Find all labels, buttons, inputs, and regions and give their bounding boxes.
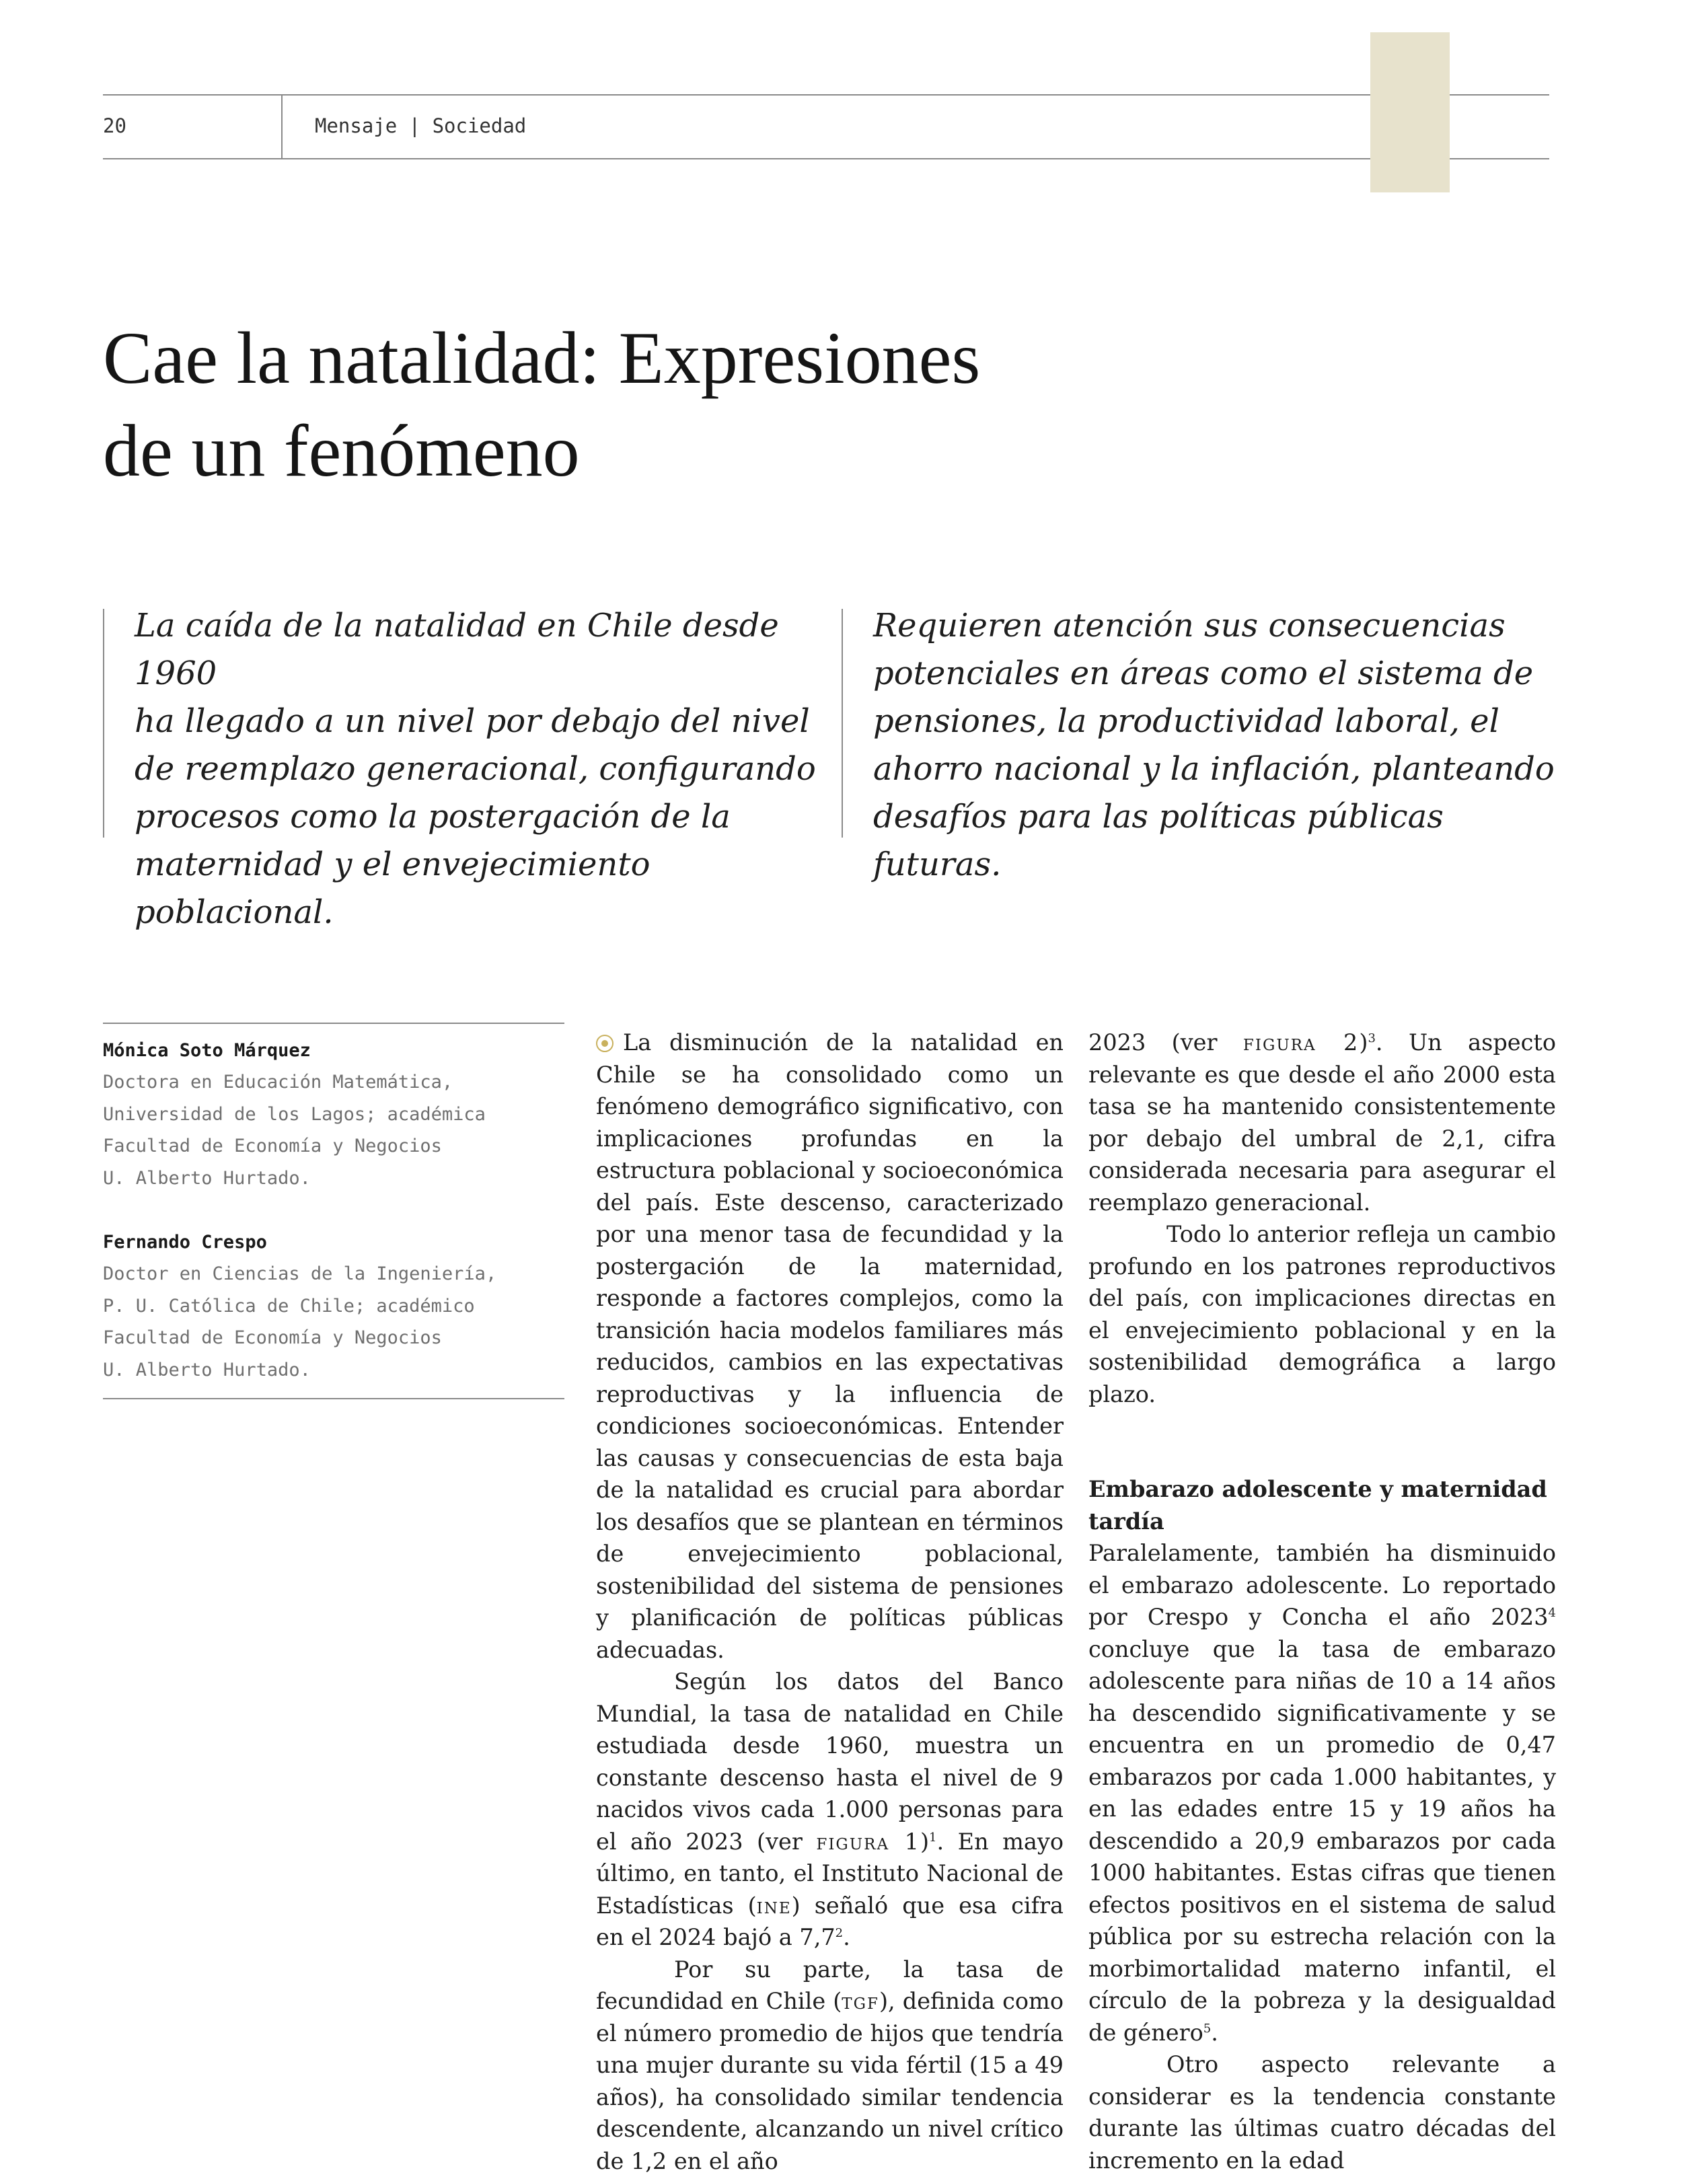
lead-right-bar <box>842 609 843 838</box>
author-2 <box>103 1226 564 1386</box>
footnote-ref: 4 <box>1549 1606 1556 1620</box>
section-label: Mensaje | Sociedad <box>315 114 526 137</box>
lead-left-bar <box>103 609 104 838</box>
acronym: ine <box>757 1892 792 1919</box>
lead-right-line: desafíos para las políticas públicas futuras. <box>873 793 1559 889</box>
body-column-2 <box>1088 1027 1556 2176</box>
title-line-1: Cae la natalidad: Expresiones <box>103 317 980 399</box>
lead-left-line: maternidad y el envejecimiento poblacional. <box>135 841 821 936</box>
author-box <box>103 1023 564 1399</box>
figure-ref: figura 2 <box>1243 1029 1359 1056</box>
author-name: Mónica Soto Márquez <box>103 1035 564 1066</box>
author-name: Fernando Crespo <box>103 1226 564 1258</box>
lead-right-line: pensiones, la productividad laboral, el <box>873 698 1559 745</box>
lead-right <box>873 602 1559 889</box>
body-paragraph: Otro aspecto relevante a considerar es la tendencia constante durante las últimas cuatro décadas del incremento en la edad <box>1088 2049 1556 2176</box>
lead-right-line: ahorro nacional y la inflación, planteando <box>873 745 1559 793</box>
body-paragraph: Todo lo anterior refleja un cambio profundo en los patrones reproductivos del país, con implicaciones directas en el envejecimiento poblacional y en la sostenibilidad demográfica a largo plazo. <box>1088 1218 1556 1410</box>
acronym: tgf <box>842 1988 879 2014</box>
lead-left-line: ha llegado a un nivel por debajo del nivel <box>135 698 821 745</box>
footnote-ref: 5 <box>1203 2021 1211 2035</box>
body-paragraph: 2023 (ver figura 2)$^3$. Un aspecto relevante es que desde el año 2000 esta tasa se ha mantenido consistentemente por debajo del umbral de 2,1, cifra considerada necesaria para asegurar el reemplazo generacional. <box>1088 1027 1556 1218</box>
author-affiliation: Doctora en Educación Matemática, <box>103 1066 564 1099</box>
lead-left <box>135 602 821 936</box>
footnote-ref: 2 <box>836 1926 843 1940</box>
body-paragraph: Según los datos del Banco Mundial, la tasa de natalidad en Chile estudiada desde 1960, muestra un constante descenso hasta el nivel de 9 nacidos vivos cada 1.000 personas para el año 2023 (ver figura 1)$^1$. En mayo último, en tanto, el Instituto Nacional de Estadísticas (ine) señaló que esa cifra en el 2024 bajó a $7,7^2$. <box>596 1666 1064 1954</box>
figure-ref: figura 1 <box>816 1829 920 1855</box>
body-column-1 <box>596 1027 1064 2177</box>
author-affiliation: Facultad de Economía y Negocios <box>103 1322 564 1354</box>
lead-right-line: potenciales en áreas como el sistema de <box>873 650 1559 698</box>
body-paragraph: La disminución de la natalidad en Chile se ha consolidado como un fenómeno demográfico significativo, con implicaciones profundas en la estructura poblacional y socioeconómica del país. Este descenso, caracterizado por una menor tasa de fecundidad y la postergación de la maternidad, responde a factores complejos, como la transición hacia modelos familiares más reducidos, cambios en las expectativas reproductivas y la influencia de condiciones socioeconómicas. Entender las causas y consecuencias de esta baja de la natalidad es crucial para abordar los desafíos que se plantean en términos de envejecimiento poblacional, sostenibilidad del sistema de pensiones y planificación de políticas públicas adecuadas. <box>596 1027 1064 1666</box>
body-paragraph: Por su parte, la tasa de fecundidad en Chile (tgf), definida como el número promedio de hijos que tendría una mujer durante su vida fértil (15 a 49 años), ha consolidado similar tendencia descendente, alcanzando un nivel crítico de 1,2 en el año <box>596 1954 1064 2177</box>
author-affiliation: Facultad de Economía y Negocios <box>103 1130 564 1163</box>
header-divider <box>281 96 283 158</box>
article-title <box>103 311 1247 497</box>
section-subheading: Embarazo adolescente y maternidad tardía <box>1088 1473 1556 1537</box>
header-rule-top <box>103 94 1549 96</box>
lead-left-line: procesos como la postergación de la <box>135 793 821 841</box>
lead-left-line: La caída de la natalidad en Chile desde 1960 <box>135 602 821 698</box>
author-affiliation: Universidad de los Lagos; académica <box>103 1099 564 1131</box>
lead-left-line: de reemplazo generacional, configurando <box>135 745 821 793</box>
header-rule-bottom <box>103 158 1549 159</box>
body-paragraph: Paralelamente, también ha disminuido el embarazo adolescente. Lo reportado por Crespo y Concha el año 2023$^4$ concluye que la tasa de embarazo adolescente para niñas de 10 a 14 años ha descendido significativamente y se encuentra en un promedio de 0,47 embarazos por cada 1.000 habitantes, y en las edades entre 15 y 19 años ha descendido a 20,9 embarazos por cada 1000 habitantes. Estas cifras que tienen efectos positivos en el sistema de salud pública por su estrecha relación con la morbimortalidad materno infantil, el círculo de la pobreza y la desigualdad de género$^5$. <box>1088 1537 1556 2049</box>
section-start-icon <box>596 1035 614 1052</box>
author-affiliation: Doctor en Ciencias de la Ingeniería, <box>103 1258 564 1290</box>
author-affiliation: U. Alberto Hurtado. <box>103 1354 564 1387</box>
author-rule-bottom <box>103 1398 564 1399</box>
author-1 <box>103 1024 564 1194</box>
author-affiliation: U. Alberto Hurtado. <box>103 1163 564 1195</box>
section-tab-accent <box>1370 32 1450 192</box>
author-affiliation: P. U. Católica de Chile; académico <box>103 1290 564 1323</box>
title-line-2: de un fenómeno <box>103 410 580 492</box>
footnote-ref: 1 <box>929 1830 936 1844</box>
page-number: 20 <box>103 114 126 137</box>
footnote-ref: 3 <box>1368 1031 1375 1045</box>
lead-right-line: Requieren atención sus consecuencias <box>873 602 1559 650</box>
